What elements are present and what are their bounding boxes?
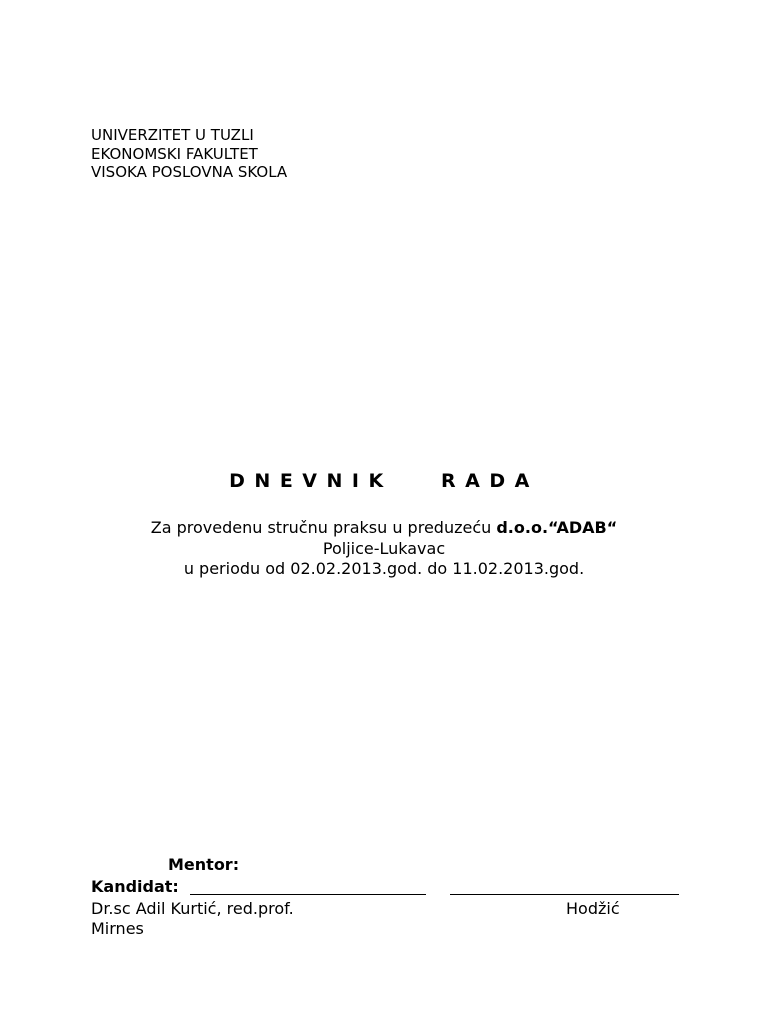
signature-line-mentor	[450, 894, 679, 895]
candidate-surname: Hodžić	[566, 899, 620, 918]
school-name: VISOKA POSLOVNA SKOLA	[91, 163, 288, 181]
institution-header	[91, 126, 287, 182]
university-name: UNIVERZITET U TUZLI	[91, 126, 254, 144]
document-title: DNEVNIK RADA	[229, 470, 539, 492]
candidate-label: Kandidat:	[91, 877, 179, 896]
mentor-label: Mentor:	[168, 855, 240, 874]
candidate-firstname: Mirnes	[91, 919, 144, 938]
description-line-1-text: Za provedenu stručnu praksu u preduzeću	[150, 518, 497, 537]
description-line-1	[0, 518, 768, 539]
document-description	[0, 518, 768, 580]
company-name: d.o.o.“ADAB“	[496, 518, 618, 537]
mentor-name: Dr.sc Adil Kurtić, red.prof.	[91, 899, 294, 918]
faculty-name: EKONOMSKI FAKULTET	[91, 144, 258, 163]
description-line-2: Poljice-Lukavac	[322, 538, 446, 558]
description-line-3: u periodu od 02.02.2013.god. do 11.02.2013.god.	[183, 559, 585, 578]
signature-line-candidate	[190, 894, 426, 895]
